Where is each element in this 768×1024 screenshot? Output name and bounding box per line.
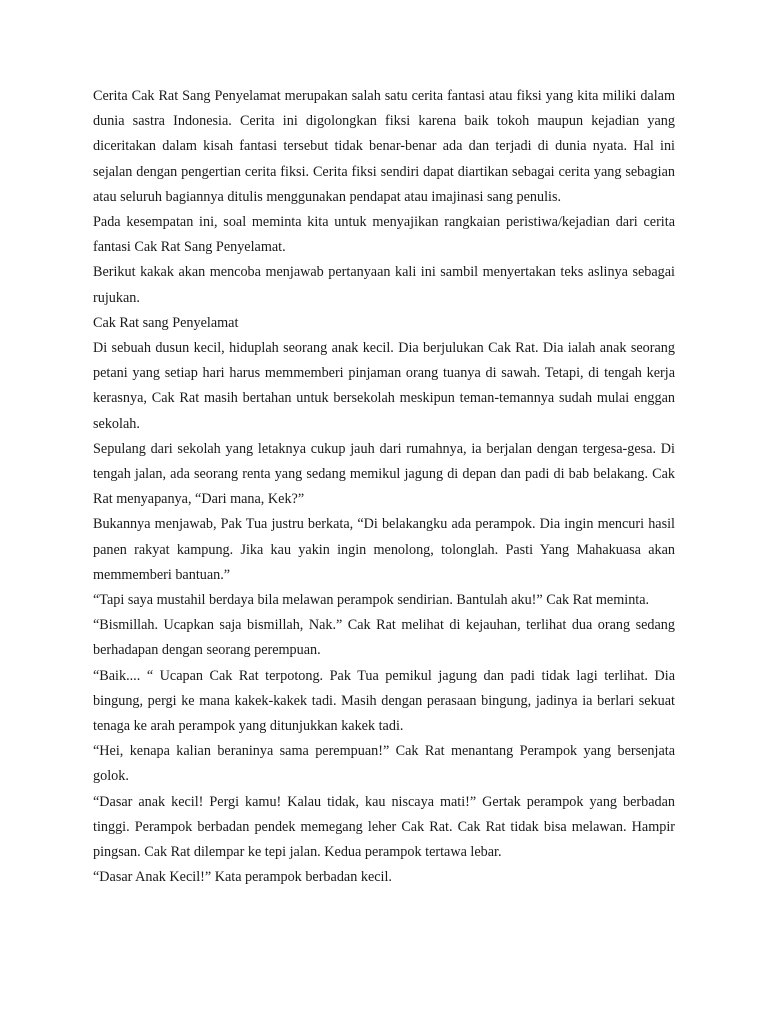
story-paragraph: “Bismillah. Ucapkan saja bismillah, Nak.” Cak Rat melihat di kejauhan, terlihat dua orang sedang berhadapan dengan seorang perempuan. [93,617,675,659]
story-paragraph: “Baik.... “ Ucapan Cak Rat terpotong. Pak Tua pemikul jagung dan padi tidak lagi terlihat. Dia bingung, pergi ke mana kakek-kakek tadi. Masih dengan perasaan bingung, jadinya ia berlari sekuat tenaga ke arah perampok yang ditunjukkan kakek tadi. [93,667,675,735]
story-paragraph: “Dasar Anak Kecil!” Kata perampok berbadan kecil. [93,869,392,886]
story-paragraph: “Dasar anak kecil! Pergi kamu! Kalau tidak, kau niscaya mati!” Gertak perampok yang berbadan tinggi. Perampok berbadan pendek memegang leher Cak Rat. Cak Rat tidak bisa melawan. Hampir pingsan. Cak Rat dilempar ke tepi jalan. Kedua perampok tertawa lebar. [93,793,675,861]
paragraph-intro: Cerita Cak Rat Sang Penyelamat merupakan salah satu cerita fantasi atau fiksi yang kita miliki dalam dunia sastra Indonesia. Cerita ini digolongkan fiksi karena baik tokoh maupun kejadian yang diceritakan dalam kisah fantasi tersebut tidak benar-benar ada dan terjadi di dunia nyata. Hal ini sejalan dengan pengertian cerita fiksi. Cerita fiksi sendiri dapat diartikan sebagai cerita yang sebagian atau seluruh bagiannya ditulis menggunakan pendapat atau imajinasi sang penulis. [93,88,675,205]
story-title: Cak Rat sang Penyelamat [93,314,239,331]
paragraph-answer-intro: Berikut kakak akan mencoba menjawab pertanyaan kali ini sambil menyertakan teks aslinya sebagai rujukan. [93,264,675,306]
story-paragraph: Di sebuah dusun kecil, hiduplah seorang anak kecil. Dia berjulukan Cak Rat. Dia ialah anak seorang petani yang setiap hari harus memmemberi pinjaman orang tuanya di sawah. Tetapi, di tengah kerja kerasnya, Cak Rat masih bertahan untuk bersekolah meskipun teman-temannya sudah mulai enggan sekolah. [93,340,675,432]
story-paragraph: “Tapi saya mustahil berdaya bila melawan perampok sendirian. Bantulah aku!” Cak Rat meminta. [93,592,650,609]
paragraph-task: Pada kesempatan ini, soal meminta kita untuk menyajikan rangkaian peristiwa/kejadian dari cerita fantasi Cak Rat Sang Penyelamat. [93,214,675,256]
story-paragraph: Bukannya menjawab, Pak Tua justru berkata, “Di belakangku ada perampok. Dia ingin mencuri hasil panen rakyat kampung. Jika kau yakin ingin menolong, tolonglah. Pasti Yang Mahakuasa akan memmemberi bantuan.” [93,516,675,583]
story-paragraph: Sepulang dari sekolah yang letaknya cukup jauh dari rumahnya, ia berjalan dengan tergesa-gesa. Di tengah jalan, ada seorang renta yang sedang memikul jagung di depan dan padi di bab belakang. Cak Rat menyapanya, “Dari mana, Kek?” [93,440,675,508]
document-body [93,84,675,891]
story-paragraph: “Hei, kenapa kalian beraninya sama perempuan!” Cak Rat menantang Perampok yang bersenjata golok. [93,743,675,785]
